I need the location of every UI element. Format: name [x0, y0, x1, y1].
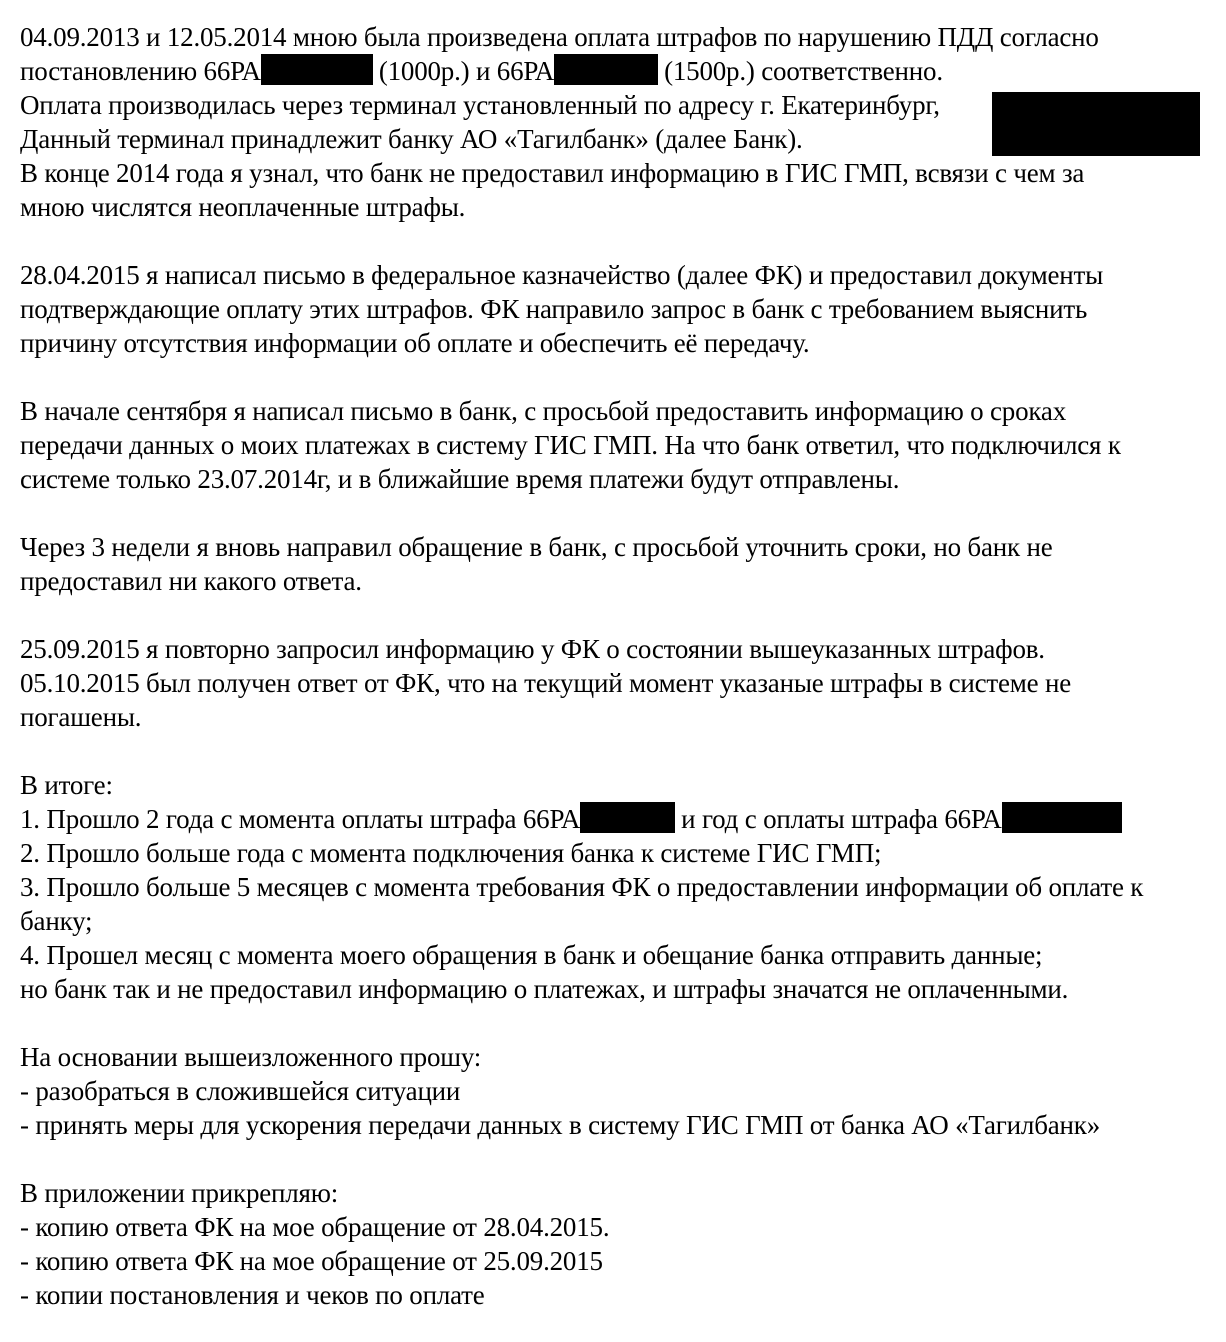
redaction-block — [554, 54, 658, 85]
text-line: 28.04.2015 я написал письмо в федеральное казначейство (далее ФК) и предоставил документы — [20, 260, 1104, 290]
list-item: - принять меры для ускорения передачи данных в систему ГИС ГМП от банка АО «Тагилбанк» — [20, 1110, 1100, 1140]
document-body — [20, 20, 1220, 1312]
list-item: - разобраться в сложившейся ситуации — [20, 1076, 461, 1106]
list-item: 2. Прошло больше года с момента подключения банка к системе ГИС ГМП; — [20, 838, 882, 868]
text-line: мною числятся неоплаченные штрафы. — [20, 192, 466, 222]
paragraph-gap — [20, 598, 1220, 632]
paragraph-gap — [20, 1142, 1220, 1176]
text-segment: (1000р.) и 66РА — [378, 56, 555, 86]
attachments-section — [20, 1176, 1220, 1312]
list-item: - копию ответа ФК на мое обращение от 28.04.2015. — [20, 1212, 610, 1242]
text-line: системе только 23.07.2014г, и в ближайшие время платежи будут отправлены. — [20, 464, 900, 494]
text-line: погашены. — [20, 702, 142, 732]
paragraph-bank-letter — [20, 394, 1220, 496]
text-line: подтверждающие оплату этих штрафов. ФК направило запрос в банк с требованием выяснить — [20, 294, 1088, 324]
text-line: 04.09.2013 и 12.05.2014 мною была произведена оплата штрафов по нарушению ПДД согласно — [20, 22, 1099, 52]
list-item: - копию ответа ФК на мое обращение от 25.09.2015 — [20, 1246, 603, 1276]
request-section — [20, 1040, 1220, 1142]
paragraph-status-request — [20, 632, 1220, 734]
text-segment: и год с оплаты штрафа 66РА — [681, 804, 1002, 834]
text-line: причину отсутствия информации об оплате и обеспечить её передачу. — [20, 328, 810, 358]
text-line: передачи данных о моих платежах в систему ГИС ГМП. На что банк ответил, что подключился к — [20, 430, 1121, 460]
paragraph-followup — [20, 530, 1220, 598]
text-line — [20, 54, 1220, 88]
text-line: В конце 2014 года я узнал, что банк не предоставил информацию в ГИС ГМП, всвязи с чем за — [20, 158, 1085, 188]
list-item — [20, 802, 1220, 836]
list-item: - копии постановления и чеков по оплате — [20, 1280, 485, 1310]
paragraph-treasury-letter — [20, 258, 1220, 360]
redaction-block — [1002, 802, 1122, 833]
text-line: предоставил ни какого ответа. — [20, 566, 362, 596]
text-segment: постановлению 66РА — [20, 56, 261, 86]
paragraph-gap — [20, 360, 1220, 394]
paragraph-gap — [20, 734, 1220, 768]
redaction-block — [580, 802, 675, 833]
text-segment: 1. Прошло 2 года с момента оплаты штрафа 66РА — [20, 804, 581, 834]
section-heading: В итоге: — [20, 770, 113, 800]
section-heading: На основании вышеизложенного прошу: — [20, 1042, 482, 1072]
text-segment: Данный терминал принадлежит банку АО «Тагилбанк» (далее Банк). — [20, 124, 803, 154]
paragraph-gap — [20, 224, 1220, 258]
text-line: 25.09.2015 я повторно запросил информацию у ФК о состоянии вышеуказанных штрафов. — [20, 634, 1045, 664]
text-segment: (1500р.) соответственно. — [664, 56, 943, 86]
text-segment: Оплата производилась через терминал установленный по адресу г. Екатеринбург, — [20, 90, 940, 120]
paragraph-gap — [20, 496, 1220, 530]
text-line: 05.10.2015 был получен ответ от ФК, что на текущий момент указаные штрафы в системе не — [20, 668, 1072, 698]
summary-section — [20, 768, 1220, 1006]
list-item: 3. Прошло больше 5 месяцев с момента требования ФК о предоставлении информации об оплате к — [20, 872, 1144, 902]
list-item: 4. Прошел месяц с момента моего обращения в банк и обещание банка отправить данные; — [20, 940, 1043, 970]
text-line: Через 3 недели я вновь направил обращение в банк, с просьбой уточнить сроки, но банк не — [20, 532, 1053, 562]
list-item: банку; — [20, 906, 93, 936]
redaction-block — [261, 54, 373, 85]
text-line: но банк так и не предоставил информацию о платежах, и штрафы значатся не оплаченными. — [20, 974, 1069, 1004]
section-heading: В приложении прикрепляю: — [20, 1178, 339, 1208]
text-line: В начале сентября я написал письмо в банк, с просьбой предоставить информацию о сроках — [20, 396, 1067, 426]
redaction-block — [992, 92, 1200, 156]
paragraph-gap — [20, 1006, 1220, 1040]
